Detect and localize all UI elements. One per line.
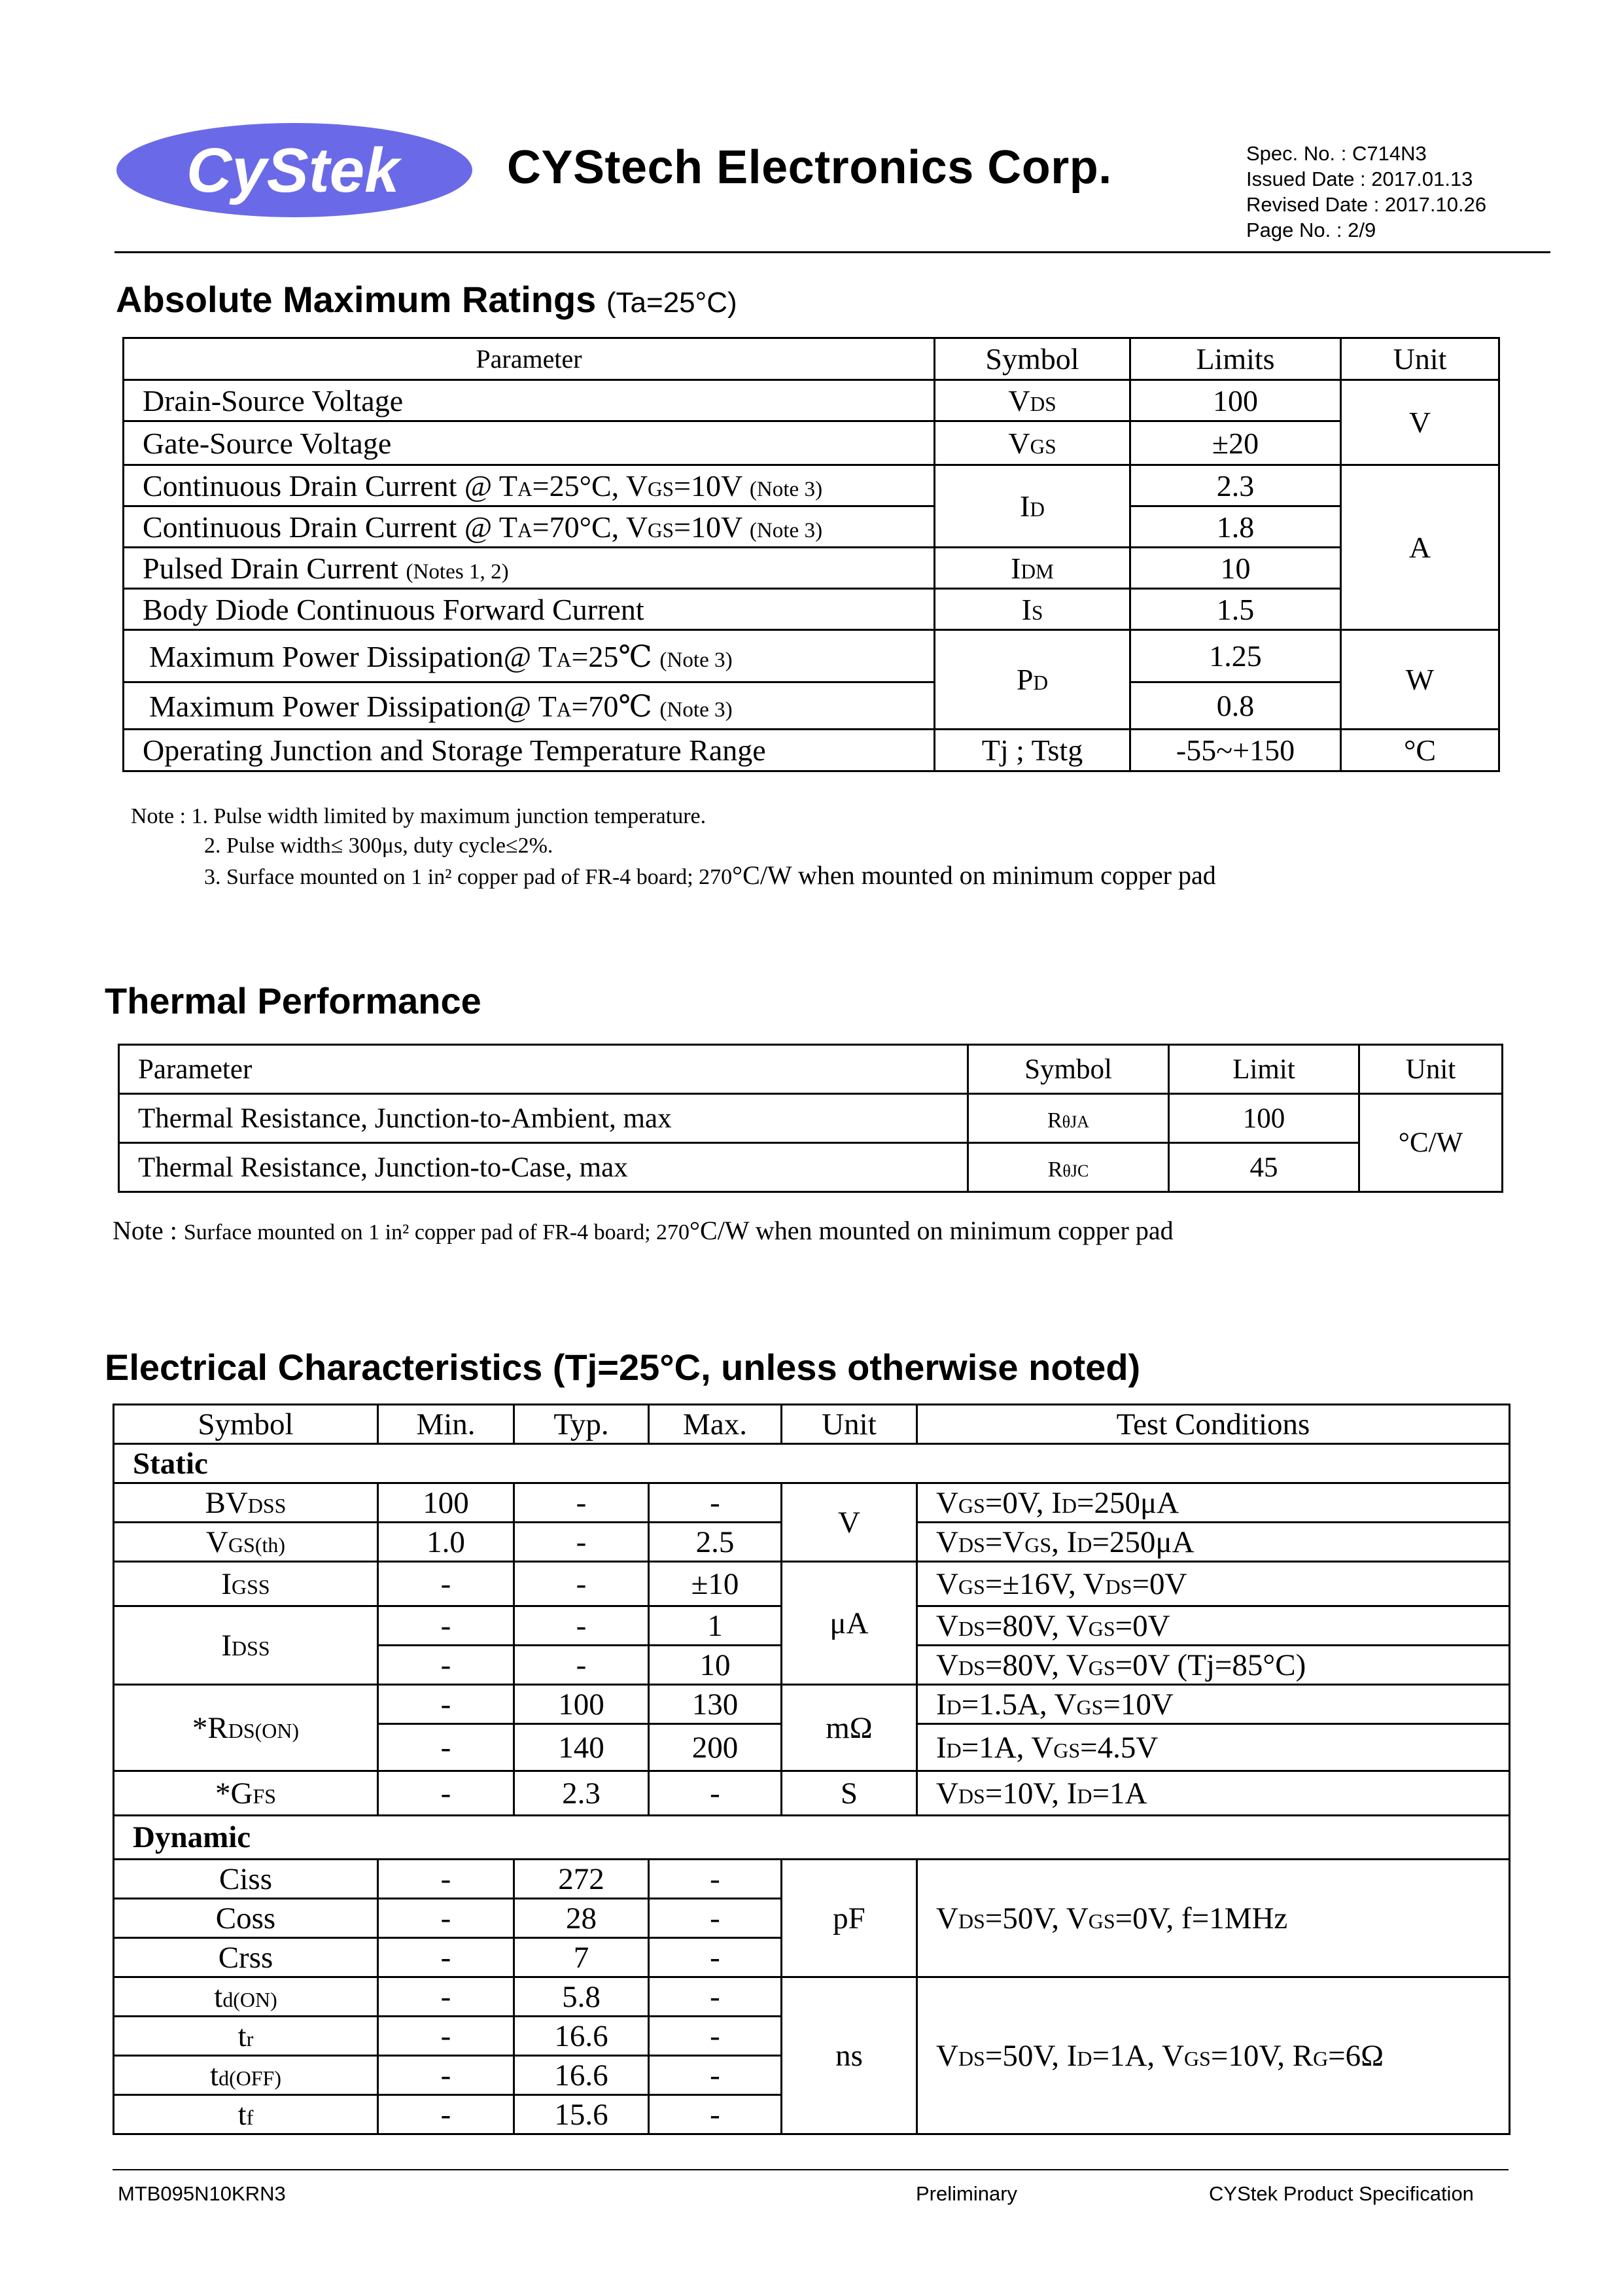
min-cell: 1.0 xyxy=(378,1523,514,1562)
header-cell: Symbol xyxy=(935,338,1130,380)
table-row xyxy=(124,465,1499,506)
typ-cell: - xyxy=(514,1562,649,1606)
limit-cell: 100 xyxy=(1169,1094,1359,1143)
cond-cell: ID=1.5A, VGS=10V xyxy=(917,1685,1510,1724)
symbol-cell: RθJA xyxy=(968,1094,1169,1143)
unit-cell: pF xyxy=(782,1860,917,1977)
section-row xyxy=(114,1444,1510,1483)
abs-notes xyxy=(131,802,1216,892)
symbol-cell: td(ON) xyxy=(114,1977,378,2017)
note-3: 3. Surface mounted on 1 in² copper pad of FR-4 board; 270°C/W when mounted on minimum copper pad xyxy=(204,860,1216,890)
symbol-cell: IGSS xyxy=(114,1562,378,1606)
elec-title: Electrical Characteristics (Tj=25°C, unless otherwise noted) xyxy=(105,1347,1141,1388)
typ-cell: 16.6 xyxy=(514,2056,649,2095)
cond-cell: VDS=VGS, ID=250μA xyxy=(917,1523,1510,1562)
max-cell: - xyxy=(649,1899,782,1938)
limit-cell: -55~+150 xyxy=(1130,730,1341,771)
table-row xyxy=(114,1483,1510,1523)
min-cell: - xyxy=(378,2017,514,2056)
param-cell: Continuous Drain Current @ TA=70°C, VGS=10V (Note 3) xyxy=(124,506,935,548)
typ-cell: 2.3 xyxy=(514,1771,649,1816)
limit-cell: 1.25 xyxy=(1130,630,1341,682)
table-row xyxy=(119,1094,1503,1143)
max-cell: 200 xyxy=(649,1724,782,1771)
min-cell: - xyxy=(378,2056,514,2095)
header-cell: Symbol xyxy=(114,1405,378,1444)
abs-max-title: Absolute Maximum Ratings (Ta=25°C) xyxy=(116,279,737,320)
max-cell: - xyxy=(649,2056,782,2095)
section-dynamic: Dynamic xyxy=(114,1816,1510,1860)
param-cell: Continuous Drain Current @ TA=25°C, VGS=10V (Note 3) xyxy=(124,465,935,506)
unit-cell: A xyxy=(1341,465,1499,630)
thermal-title: Thermal Performance xyxy=(105,980,481,1021)
param-cell: Gate-Source Voltage xyxy=(124,421,935,465)
param-cell: Thermal Resistance, Junction-to-Case, max xyxy=(119,1143,968,1192)
header-cell: Limits xyxy=(1130,338,1341,380)
min-cell: - xyxy=(378,1562,514,1606)
limit-cell: ±20 xyxy=(1130,421,1341,465)
limit-cell: 0.8 xyxy=(1130,682,1341,730)
table-header-row xyxy=(119,1045,1503,1094)
typ-cell: - xyxy=(514,1646,649,1685)
table-row xyxy=(124,589,1499,630)
symbol-cell: tr xyxy=(114,2017,378,2056)
symbol-cell: VDS xyxy=(935,380,1130,421)
unit-cell: ns xyxy=(782,1977,917,2134)
symbol-cell: IDSS xyxy=(114,1606,378,1685)
max-cell: - xyxy=(649,1860,782,1899)
section-static: Static xyxy=(114,1444,1510,1483)
unit-cell: V xyxy=(1341,380,1499,465)
header-cell: Test Conditions xyxy=(917,1405,1510,1444)
typ-cell: 5.8 xyxy=(514,1977,649,2017)
symbol-cell: IDM xyxy=(935,548,1130,589)
table-row xyxy=(124,730,1499,771)
unit-cell: μA xyxy=(782,1562,917,1685)
symbol-cell: VGS xyxy=(935,421,1130,465)
unit-cell: mΩ xyxy=(782,1685,917,1771)
footer-rule xyxy=(113,2169,1509,2170)
header-cell: Parameter xyxy=(124,338,935,380)
company-name: CYStech Electronics Corp. xyxy=(507,141,1112,194)
table-header-row xyxy=(124,338,1499,380)
table-header-row xyxy=(114,1405,1510,1444)
logo-text: CyStek xyxy=(186,135,400,205)
limit-cell: 45 xyxy=(1169,1143,1359,1192)
typ-cell: 7 xyxy=(514,1938,649,1977)
max-cell: - xyxy=(649,1483,782,1523)
thermal-table xyxy=(118,1044,1503,1193)
cond-cell: VDS=80V, VGS=0V xyxy=(917,1606,1510,1646)
max-cell: ±10 xyxy=(649,1562,782,1606)
header-cell: Unit xyxy=(1359,1045,1503,1094)
max-cell: - xyxy=(649,1771,782,1816)
cond-cell: VDS=50V, VGS=0V, f=1MHz xyxy=(917,1860,1510,1977)
section-row xyxy=(114,1816,1510,1860)
min-cell: - xyxy=(378,1977,514,2017)
symbol-cell: VGS(th) xyxy=(114,1523,378,1562)
typ-cell: 15.6 xyxy=(514,2095,649,2134)
symbol-cell: Ciss xyxy=(114,1860,378,1899)
param-cell: Body Diode Continuous Forward Current xyxy=(124,589,935,630)
param-cell: Operating Junction and Storage Temperature Range xyxy=(124,730,935,771)
header-cell: Typ. xyxy=(514,1405,649,1444)
symbol-cell: Coss xyxy=(114,1899,378,1938)
header-cell: Symbol xyxy=(968,1045,1169,1094)
typ-cell: 272 xyxy=(514,1860,649,1899)
header-cell: Unit xyxy=(1341,338,1499,380)
limit-cell: 1.5 xyxy=(1130,589,1341,630)
min-cell: - xyxy=(378,1860,514,1899)
limit-cell: 10 xyxy=(1130,548,1341,589)
footer-part-number: MTB095N10KRN3 xyxy=(118,2182,286,2205)
typ-cell: - xyxy=(514,1606,649,1646)
abs-max-table xyxy=(122,337,1500,772)
footer-status: Preliminary xyxy=(916,2182,1018,2205)
min-cell: - xyxy=(378,1685,514,1724)
unit-cell: °C/W xyxy=(1359,1094,1503,1192)
issued-date: Issued Date : 2017.01.13 xyxy=(1246,168,1473,190)
typ-cell: - xyxy=(514,1483,649,1523)
cond-cell: VGS=0V, ID=250μA xyxy=(917,1483,1510,1523)
symbol-cell: BVDSS xyxy=(114,1483,378,1523)
thermal-note: Note : Surface mounted on 1 in² copper pad of FR-4 board; 270°C/W when mounted on minimum copper pad xyxy=(113,1216,1174,1245)
symbol-cell: ID xyxy=(935,465,1130,548)
cond-cell: VDS=80V, VGS=0V (Tj=85°C) xyxy=(917,1646,1510,1685)
min-cell: - xyxy=(378,1771,514,1816)
header-cell: Max. xyxy=(649,1405,782,1444)
symbol-cell: *RDS(ON) xyxy=(114,1685,378,1771)
limit-cell: 1.8 xyxy=(1130,506,1341,548)
max-cell: - xyxy=(649,1938,782,1977)
footer-spec-label: CYStek Product Specification xyxy=(1209,2182,1474,2205)
symbol-cell: td(OFF) xyxy=(114,2056,378,2095)
spec-no: Spec. No. : C714N3 xyxy=(1246,142,1427,165)
min-cell: - xyxy=(378,1646,514,1685)
cond-cell: ID=1A, VGS=4.5V xyxy=(917,1724,1510,1771)
max-cell: 2.5 xyxy=(649,1523,782,1562)
max-cell: - xyxy=(649,1977,782,2017)
symbol-cell: IS xyxy=(935,589,1130,630)
typ-cell: 28 xyxy=(514,1899,649,1938)
header-cell: Min. xyxy=(378,1405,514,1444)
symbol-cell: RθJC xyxy=(968,1143,1169,1192)
table-row xyxy=(124,380,1499,421)
max-cell: 10 xyxy=(649,1646,782,1685)
limit-cell: 2.3 xyxy=(1130,465,1341,506)
header-cell: Unit xyxy=(782,1405,917,1444)
table-row xyxy=(114,1562,1510,1606)
param-cell: Maximum Power Dissipation@ TA=25℃ (Note 3) xyxy=(124,630,935,682)
unit-cell: W xyxy=(1341,630,1499,730)
param-cell: Maximum Power Dissipation@ TA=70℃ (Note 3) xyxy=(124,682,935,730)
param-cell: Thermal Resistance, Junction-to-Ambient, max xyxy=(119,1094,968,1143)
param-cell: Pulsed Drain Current (Notes 1, 2) xyxy=(124,548,935,589)
header-cell: Parameter xyxy=(119,1045,968,1094)
min-cell: - xyxy=(378,1938,514,1977)
spec-info xyxy=(1246,141,1486,243)
cond-cell: VGS=±16V, VDS=0V xyxy=(917,1562,1510,1606)
min-cell: - xyxy=(378,1606,514,1646)
table-row xyxy=(124,548,1499,589)
table-row xyxy=(119,1143,1503,1192)
symbol-cell: PD xyxy=(935,630,1130,730)
symbol-cell: Tj ; Tstg xyxy=(935,730,1130,771)
typ-cell: 16.6 xyxy=(514,2017,649,2056)
min-cell: - xyxy=(378,2095,514,2134)
limit-cell: 100 xyxy=(1130,380,1341,421)
table-row xyxy=(124,682,1499,730)
note-1: Note : 1. Pulse width limited by maximum junction temperature. xyxy=(131,804,707,828)
table-row xyxy=(124,630,1499,682)
table-row xyxy=(114,1860,1510,1899)
header-rule xyxy=(114,251,1550,253)
min-cell: 100 xyxy=(378,1483,514,1523)
typ-cell: 140 xyxy=(514,1724,649,1771)
page-no: Page No. : 2/9 xyxy=(1246,219,1376,241)
symbol-cell: tf xyxy=(114,2095,378,2134)
table-row xyxy=(114,1685,1510,1724)
min-cell: - xyxy=(378,1724,514,1771)
unit-cell: V xyxy=(782,1483,917,1562)
max-cell: - xyxy=(649,2017,782,2056)
typ-cell: - xyxy=(514,1523,649,1562)
max-cell: 1 xyxy=(649,1606,782,1646)
unit-cell: S xyxy=(782,1771,917,1816)
header-cell: Limit xyxy=(1169,1045,1359,1094)
table-row xyxy=(114,1977,1510,2017)
param-cell: Drain-Source Voltage xyxy=(124,380,935,421)
table-row xyxy=(124,506,1499,548)
cond-cell: VDS=10V, ID=1A xyxy=(917,1771,1510,1816)
revised-date: Revised Date : 2017.10.26 xyxy=(1246,193,1487,216)
symbol-cell: *GFS xyxy=(114,1771,378,1816)
company-logo xyxy=(114,121,474,219)
min-cell: - xyxy=(378,1899,514,1938)
max-cell: - xyxy=(649,2095,782,2134)
elec-table xyxy=(113,1404,1510,2135)
note-2: 2. Pulse width≤ 300μs, duty cycle≤2%. xyxy=(204,834,553,858)
table-row xyxy=(114,1771,1510,1816)
unit-cell: °C xyxy=(1341,730,1499,771)
cond-cell: VDS=50V, ID=1A, VGS=10V, RG=6Ω xyxy=(917,1977,1510,2134)
symbol-cell: Crss xyxy=(114,1938,378,1977)
typ-cell: 100 xyxy=(514,1685,649,1724)
table-row xyxy=(124,421,1499,465)
max-cell: 130 xyxy=(649,1685,782,1724)
